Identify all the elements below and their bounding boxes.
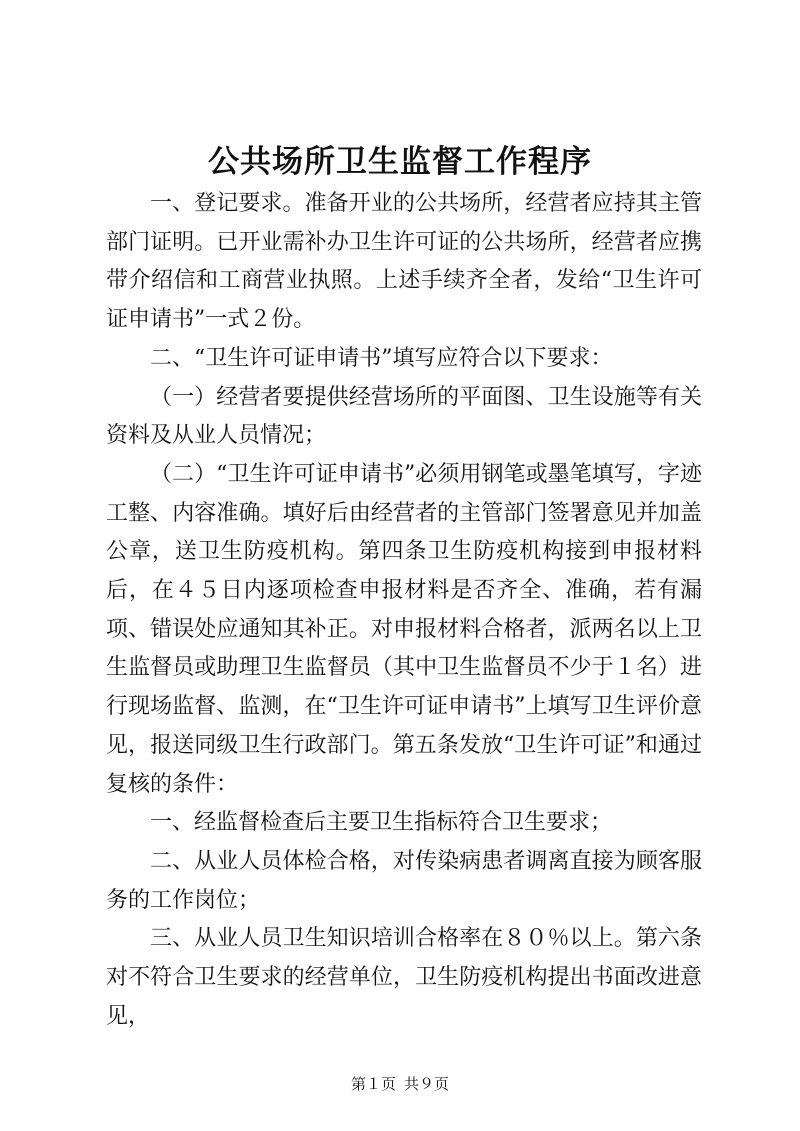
paragraph-registration: 一、登记要求。准备开业的公共场所，经营者应持其主管部门证明。已开业需补办卫生许可证的公共场所，经营者应携带介绍信和工商营业执照。上述手续齐全者，发给“卫生许可证申请书”一式２份。 [106, 191, 702, 333]
page-total: 共９页 [404, 1075, 450, 1093]
page-number: 第１页 [350, 1075, 396, 1093]
document-body [106, 185, 702, 1036]
page-footer [0, 1074, 800, 1094]
paragraph-condition-3: 三、从业人员卫生知识培训合格率在８０％以上。第六条对不符合卫生要求的经营单位，卫生防疫机构提出书面改进意见， [106, 926, 702, 1029]
paragraph-application-requirements: 二、“卫生许可证申请书”填写应符合以下要求： [150, 345, 613, 371]
paragraph-condition-1: 一、经监督检查后主要卫生指标符合卫生要求； [150, 810, 613, 836]
paragraph-item-1: （一）经营者要提供经营场所的平面图、卫生设施等有关资料及从业人员情况； [106, 384, 702, 449]
document-title: 公共场所卫生监督工作程序 [208, 144, 592, 180]
paragraph-item-2: （二）“卫生许可证申请书”必须用钢笔或墨笔填写，字迹工整、内容准确。填好后由经营者的主管部门签署意见并加盖公章，送卫生防疫机构。第四条卫生防疫机构接到申报材料后，在４５日内逐项检查申报材料是否齐全、准确，若有漏项、错误处应通知其补正。对申报材料合格者，派两名以上卫生监督员或助理卫生监督员（其中卫生监督员不少于１名）进行现场监督、监测，在“卫生许可证申请书”上填写卫生评价意见，报送同级卫生行政部门。第五条发放“卫生许可证”和通过复核的条件： [106, 461, 702, 797]
paragraph-condition-2: 二、从业人员体检合格，对传染病患者调离直接为顾客服务的工作岗位； [106, 848, 702, 913]
